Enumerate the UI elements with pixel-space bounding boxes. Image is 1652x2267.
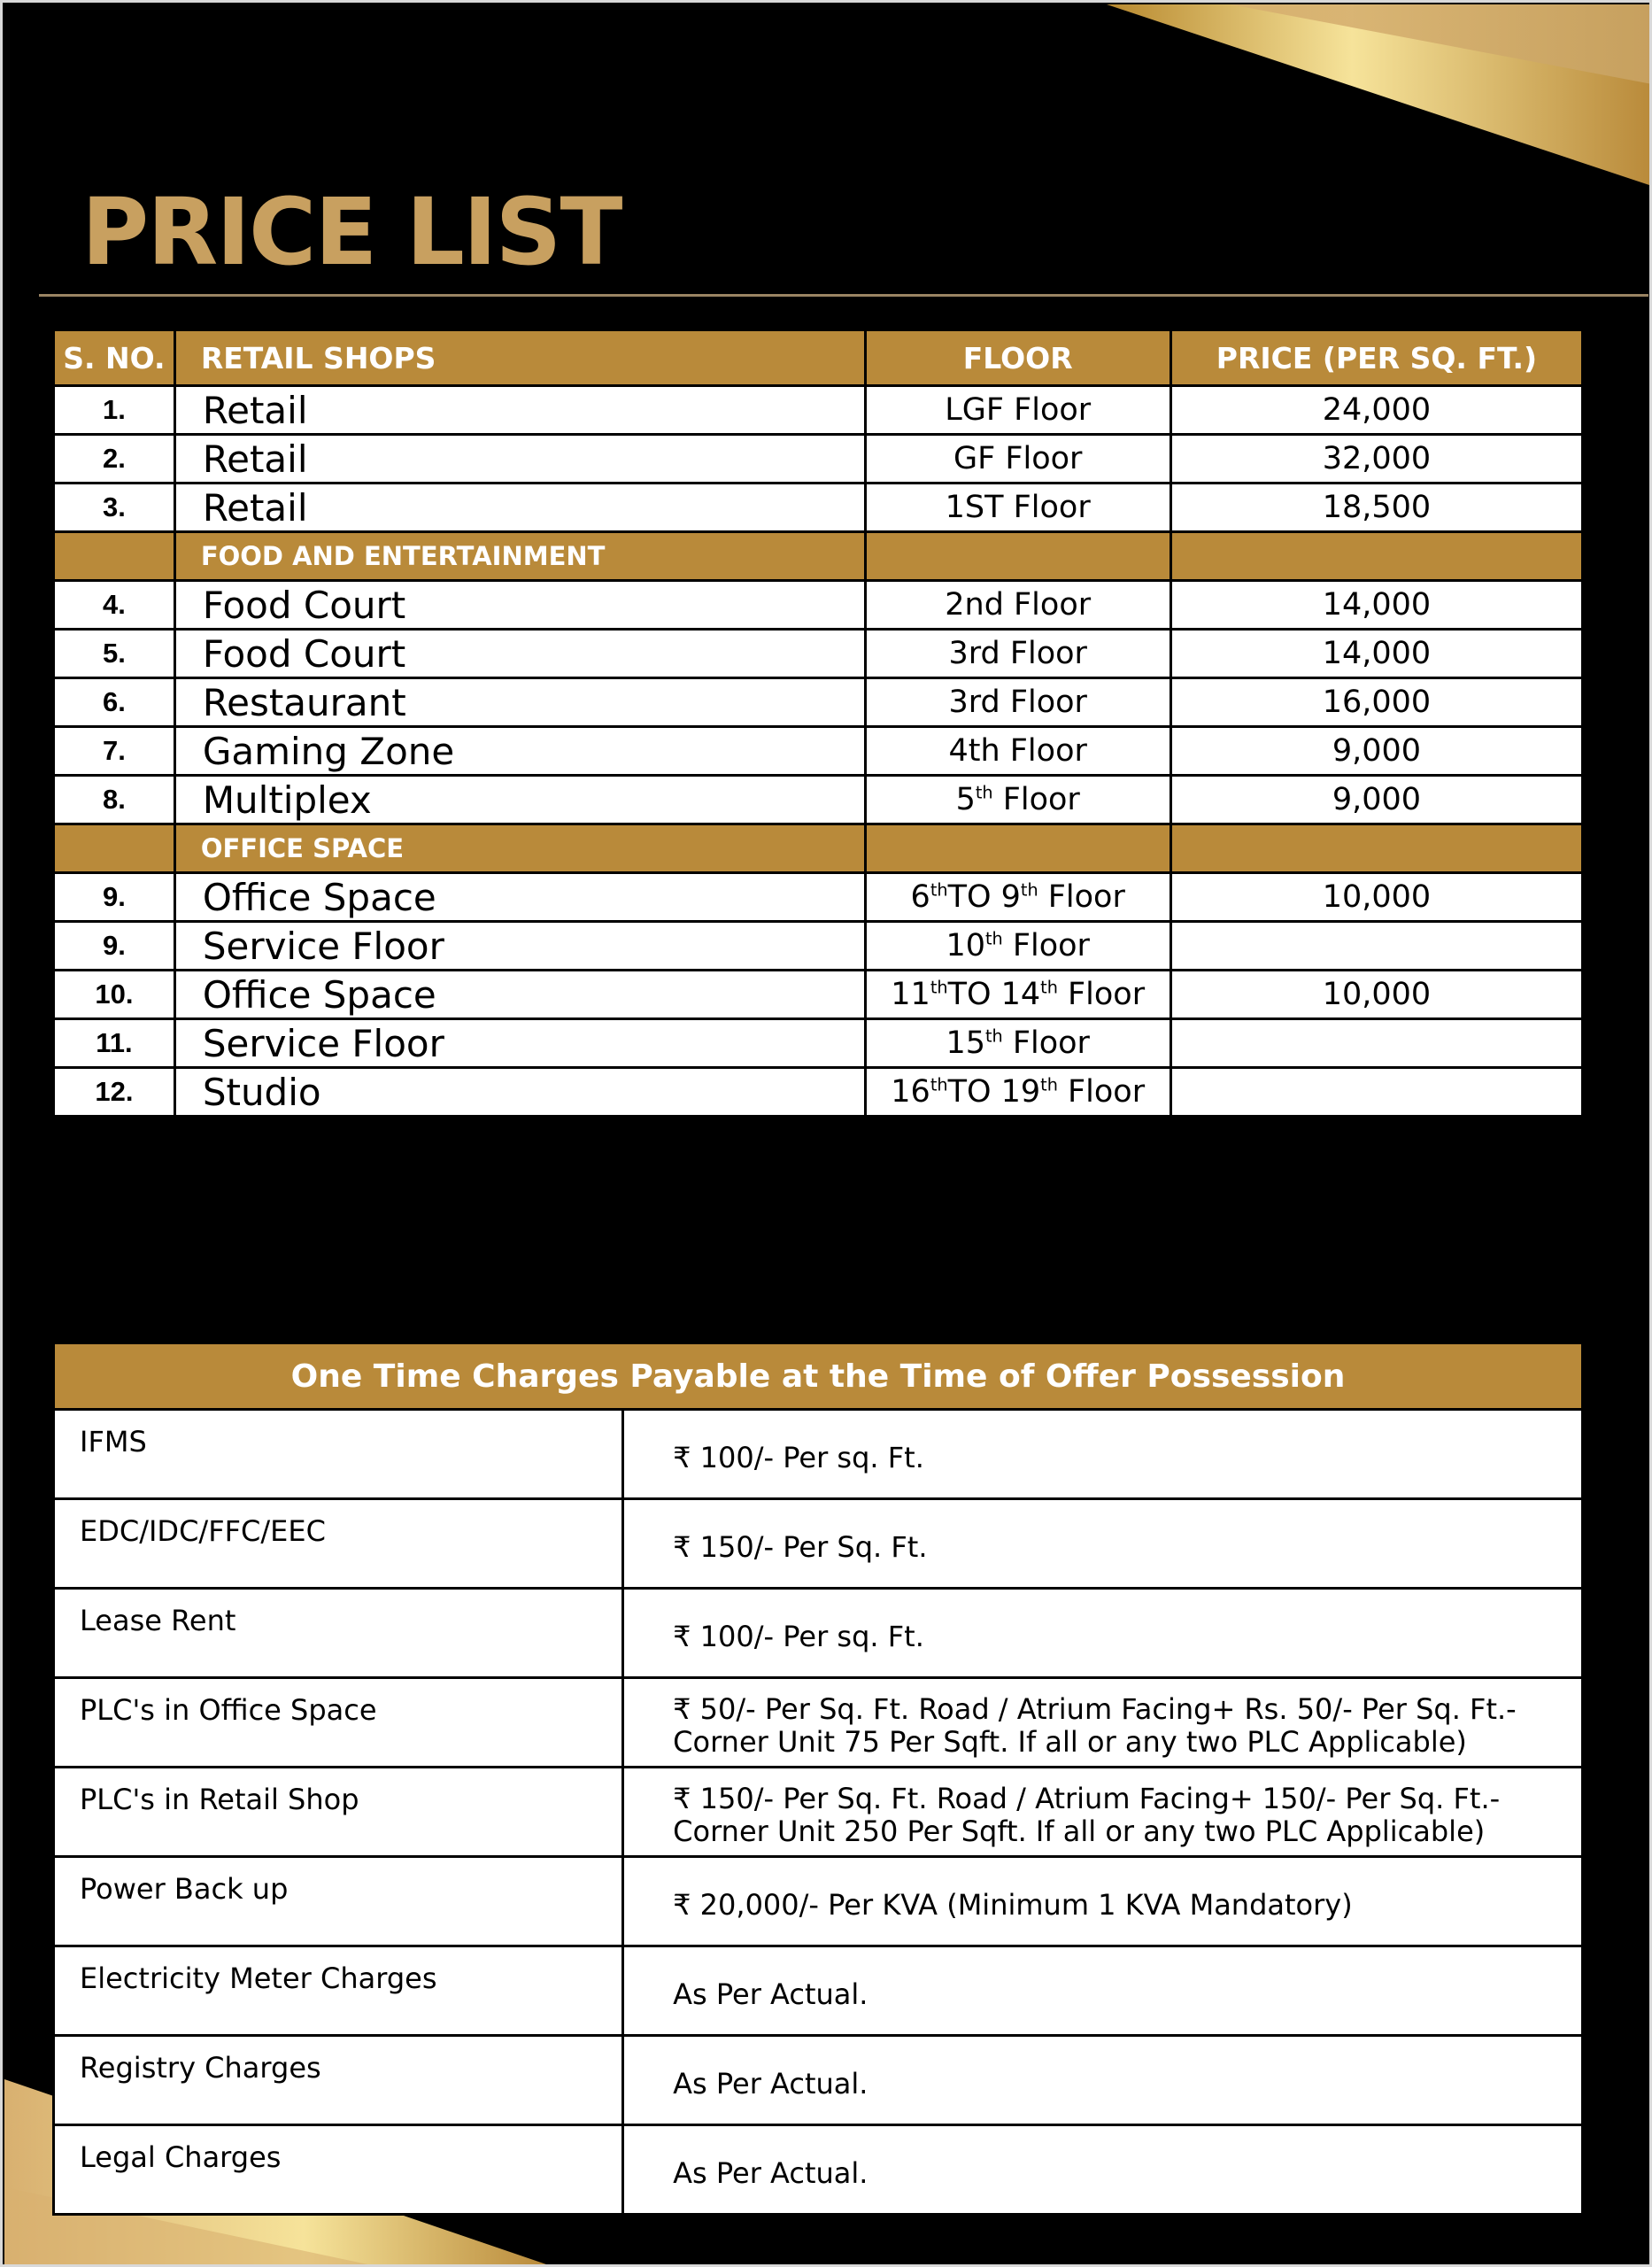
section-row (54, 532, 1583, 581)
charge-name: Power Back up (54, 1857, 623, 1946)
row-price: 18,500 (1170, 484, 1582, 532)
row-floor: 15th Floor (865, 1019, 1170, 1068)
row-sno: 9. (54, 873, 175, 922)
row-price: 24,000 (1170, 386, 1582, 435)
row-sno: 1. (54, 386, 175, 435)
charge-value: ₹ 150/- Per Sq. Ft. (623, 1499, 1583, 1589)
row-unit-name: Office Space (174, 971, 865, 1019)
row-unit-name: Gaming Zone (174, 727, 865, 776)
row-price: 10,000 (1170, 971, 1582, 1019)
row-floor: 1ST Floor (865, 484, 1170, 532)
charge-value: ₹ 20,000/- Per KVA (Minimum 1 KVA Mandatory) (623, 1857, 1583, 1946)
charge-name: EDC/IDC/FFC/EEC (54, 1499, 623, 1589)
row-floor: 4th Floor (865, 727, 1170, 776)
row-price: 9,000 (1170, 727, 1582, 776)
charge-value: ₹ 50/- Per Sq. Ft. Road / Atrium Facing+ Rs. 50/- Per Sq. Ft.- Corner Unit 75 Per Sqft. If all or any two PLC Applicable) (623, 1678, 1583, 1768)
charge-value: As Per Actual. (623, 1946, 1583, 2036)
row-price (1170, 922, 1582, 971)
section-floor-cell (865, 532, 1170, 581)
header-retail-shops: RETAIL SHOPS (174, 330, 865, 386)
row-price: 16,000 (1170, 678, 1582, 727)
row-floor: 5th Floor (865, 776, 1170, 824)
charge-row (54, 1410, 1583, 1499)
table-row (54, 435, 1583, 484)
row-unit-name: Studio (174, 1068, 865, 1117)
section-sno-cell (54, 824, 175, 873)
charge-name: Electricity Meter Charges (54, 1946, 623, 2036)
row-floor: 16thTO 19th Floor (865, 1068, 1170, 1117)
price-table (52, 329, 1584, 1118)
table-row (54, 727, 1583, 776)
row-unit-name: Food Court (174, 630, 865, 678)
charge-value: ₹ 150/- Per Sq. Ft. Road / Atrium Facing+ 150/- Per Sq. Ft.- Corner Unit 250 Per Sqft. If all or any two PLC Applicable) (623, 1768, 1583, 1857)
charge-row (54, 1499, 1583, 1589)
charge-name: PLC's in Office Space (54, 1678, 623, 1768)
section-price-cell (1170, 824, 1582, 873)
row-price: 14,000 (1170, 581, 1582, 630)
table-row (54, 873, 1583, 922)
row-floor: 6thTO 9th Floor (865, 873, 1170, 922)
section-label: OFFICE SPACE (174, 824, 865, 873)
charge-row (54, 1678, 1583, 1768)
charge-value: ₹ 100/- Per sq. Ft. (623, 1589, 1583, 1678)
table-row (54, 922, 1583, 971)
charge-value: As Per Actual. (623, 2036, 1583, 2125)
row-price (1170, 1068, 1582, 1117)
row-floor: 10th Floor (865, 922, 1170, 971)
row-sno: 3. (54, 484, 175, 532)
table-row (54, 581, 1583, 630)
charges-table-body (54, 1410, 1583, 2215)
row-unit-name: Food Court (174, 581, 865, 630)
row-unit-name: Service Floor (174, 922, 865, 971)
charge-value: ₹ 100/- Per sq. Ft. (623, 1410, 1583, 1499)
row-price: 10,000 (1170, 873, 1582, 922)
charge-name: Registry Charges (54, 2036, 623, 2125)
row-sno: 8. (54, 776, 175, 824)
header-price: PRICE (PER SQ. FT.) (1170, 330, 1582, 386)
title-divider (39, 294, 1648, 297)
charge-name: PLC's in Retail Shop (54, 1768, 623, 1857)
section-sno-cell (54, 532, 175, 581)
price-table-header (54, 330, 1583, 386)
charge-row (54, 1768, 1583, 1857)
section-label: FOOD AND ENTERTAINMENT (174, 532, 865, 581)
charges-heading: One Time Charges Payable at the Time of Offer Possession (54, 1343, 1583, 1410)
table-row (54, 776, 1583, 824)
charge-value: As Per Actual. (623, 2125, 1583, 2215)
row-sno: 11. (54, 1019, 175, 1068)
row-sno: 10. (54, 971, 175, 1019)
charge-row (54, 2125, 1583, 2215)
price-table-body (54, 386, 1583, 1117)
row-sno: 2. (54, 435, 175, 484)
row-floor: 11thTO 14th Floor (865, 971, 1170, 1019)
header-floor: FLOOR (865, 330, 1170, 386)
row-floor: 3rd Floor (865, 678, 1170, 727)
section-floor-cell (865, 824, 1170, 873)
row-floor: LGF Floor (865, 386, 1170, 435)
row-price: 14,000 (1170, 630, 1582, 678)
page-title: PRICE LIST (81, 178, 621, 286)
charge-row (54, 1946, 1583, 2036)
row-unit-name: Retail (174, 435, 865, 484)
row-floor: 3rd Floor (865, 630, 1170, 678)
charge-row (54, 2036, 1583, 2125)
row-sno: 9. (54, 922, 175, 971)
charge-row (54, 1589, 1583, 1678)
row-unit-name: Restaurant (174, 678, 865, 727)
row-sno: 6. (54, 678, 175, 727)
table-row (54, 971, 1583, 1019)
row-sno: 4. (54, 581, 175, 630)
row-unit-name: Office Space (174, 873, 865, 922)
row-unit-name: Multiplex (174, 776, 865, 824)
row-sno: 5. (54, 630, 175, 678)
charges-table-header (54, 1343, 1583, 1410)
table-row (54, 678, 1583, 727)
row-floor: 2nd Floor (865, 581, 1170, 630)
charge-row (54, 1857, 1583, 1946)
table-row (54, 630, 1583, 678)
charge-name: Lease Rent (54, 1589, 623, 1678)
charges-table (52, 1342, 1584, 2216)
row-sno: 7. (54, 727, 175, 776)
row-price: 32,000 (1170, 435, 1582, 484)
row-price (1170, 1019, 1582, 1068)
gold-corner-top-right (1062, 0, 1652, 195)
section-row (54, 824, 1583, 873)
row-floor: GF Floor (865, 435, 1170, 484)
header-sno: S. NO. (54, 330, 175, 386)
row-unit-name: Service Floor (174, 1019, 865, 1068)
section-price-cell (1170, 532, 1582, 581)
row-price: 9,000 (1170, 776, 1582, 824)
table-row (54, 386, 1583, 435)
table-row (54, 1019, 1583, 1068)
charge-name: Legal Charges (54, 2125, 623, 2215)
row-unit-name: Retail (174, 386, 865, 435)
row-unit-name: Retail (174, 484, 865, 532)
charge-name: IFMS (54, 1410, 623, 1499)
row-sno: 12. (54, 1068, 175, 1117)
table-row (54, 484, 1583, 532)
table-row (54, 1068, 1583, 1117)
